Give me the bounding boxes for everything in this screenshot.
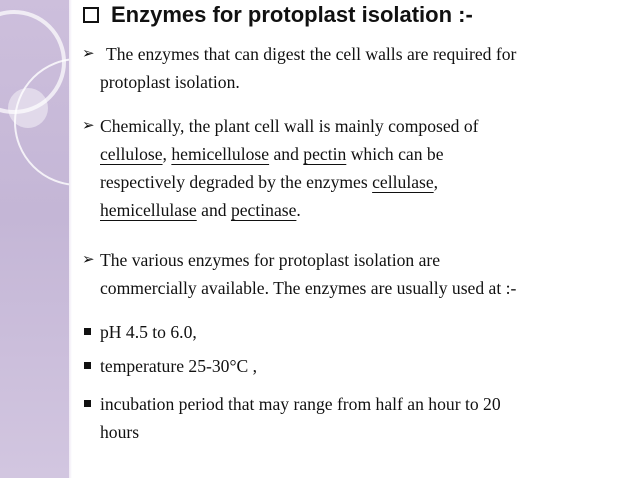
- sub-item-incubation: [82, 390, 632, 446]
- bullet-text: commercially available. The enzymes are usually used at :-: [100, 278, 517, 298]
- bullet-text: protoplast isolation.: [100, 72, 240, 92]
- bullet-text: [100, 196, 632, 224]
- square-bullet-icon: [82, 352, 100, 380]
- arrow-bullet-icon: ➢: [82, 46, 95, 62]
- punctuation: ,: [162, 144, 167, 164]
- connector-text: and: [273, 144, 299, 164]
- term-pectinase: pectinase: [230, 200, 297, 220]
- sub-item-temperature: [82, 352, 632, 380]
- sub-item-text: incubation period that may range from half an hour to 20: [100, 394, 501, 414]
- punctuation: ,: [433, 172, 439, 192]
- connector-text: and: [201, 200, 227, 220]
- sub-item-text: temperature 25-30°C ,: [100, 356, 258, 376]
- bullet-text: Chemically, the plant cell wall is mainly composed of: [100, 116, 479, 136]
- bullet-enzymes-required: [82, 40, 632, 96]
- term-pectin: pectin: [303, 144, 347, 164]
- square-bullet-icon: [82, 390, 100, 418]
- slide-title: Enzymes for protoplast isolation :-: [111, 2, 473, 27]
- term-cellulose: cellulose: [100, 144, 163, 164]
- square-bullet-icon: [82, 318, 100, 346]
- decorative-side-band: [0, 0, 72, 478]
- checkbox-bullet-icon: [83, 7, 99, 23]
- bullet-text: The enzymes that can digest the cell walls are required for: [106, 44, 517, 64]
- arrow-bullet-icon: ➢: [82, 252, 95, 268]
- term-hemicellulose: hemicellulose: [171, 144, 270, 164]
- term-hemicellulase: hemicellulase: [100, 200, 197, 220]
- bullet-text: [100, 140, 632, 168]
- bullet-text: which can be: [350, 144, 444, 164]
- sub-item-ph: [82, 318, 632, 346]
- punctuation: .: [296, 200, 301, 220]
- sub-item-text: pH 4.5 to 6.0,: [100, 322, 197, 342]
- slide-title-row: [82, 2, 473, 28]
- bullet-text: respectively degraded by the enzymes: [100, 172, 368, 192]
- bullet-cell-wall-composition: [82, 112, 632, 224]
- decorative-circle: [8, 88, 48, 128]
- bullet-text: [100, 168, 632, 196]
- sub-item-text: hours: [100, 422, 140, 442]
- term-cellulase: cellulase: [372, 172, 434, 192]
- bullet-text: The various enzymes for protoplast isolation are: [100, 250, 441, 270]
- arrow-bullet-icon: ➢: [82, 118, 95, 134]
- bullet-commercial-enzymes: [82, 246, 632, 302]
- band-edge: [69, 0, 72, 478]
